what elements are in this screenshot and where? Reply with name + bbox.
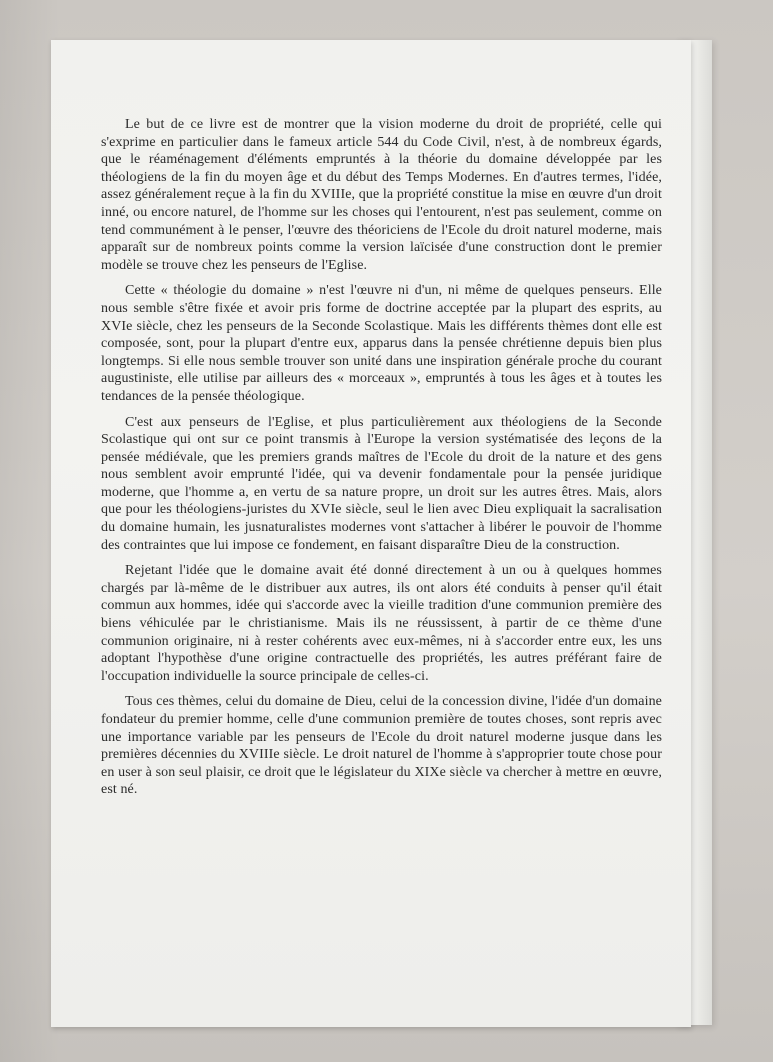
blurb-text	[101, 116, 662, 807]
paragraph-4: Rejetant l'idée que le domaine avait été donné directement à un ou à quelques hommes chargés par là-même de le distribuer aux autres, ils ont alors été conduits à penser qu'il était commun aux hommes, idée qui s'accorde avec la vieille tradition d'une communion première des biens véhiculée par le christianisme. Mais ils ne réussissent, à partir de ce thème d'une communion originaire, ni à rester cohérents avec eux-mêmes, ni à s'accorder entre eux, les uns adoptant l'hypothèse d'une origine contractuelle des propriétés, les autres préférant faire de l'occupation individuelle la source principale de celles-ci.	[101, 563, 662, 684]
paragraph-1: Le but de ce livre est de montrer que la vision moderne du droit de propriété, celle qui s'exprime en particulier dans le fameux article 544 du Code Civil, n'est, à de nombreux égards, que le réaménagement d'éléments empruntés à la théorie du domaine développée par les théologiens de la fin du moyen âge et du début des Temps Modernes. En d'autres termes, l'idée, assez généralement reçue à la fin du XVIIIe, que la propriété constitue la mise en œuvre d'un droit inné, ou encore naturel, de l'homme sur les choses qui l'entourent, n'est pas seulement, comme on tend communément à le penser, l'œuvre des théoriciens de l'Ecole du droit naturel moderne, mais apparaît sur de nombreux points comme la version laïcisée d'une construction dont le premier modèle se trouve chez les penseurs de l'Eglise.	[101, 117, 662, 273]
paragraph-3: C'est aux penseurs de l'Eglise, et plus particulièrement aux théologiens de la Seconde Scolastique qui ont sur ce point transmis à l'Europe la version systématisée des leçons de la pensée médiévale, que les premiers grands maîtres de l'Ecole du droit de la nature et des gens nous semblent avoir emprunté l'idée, qui va devenir fondamentale pour la pensée juridique moderne, que l'homme a, en vertu de sa nature propre, un droit sur les autres êtres. Mais, alors que pour les théologiens-juristes du XVIe siècle, seul le lien avec Dieu expliquait la sacralisation du domaine humain, les jusnaturalistes modernes vont s'attacher à libérer le pouvoir de l'homme des contraintes que lui impose ce fondement, en faisant disparaître Dieu de la construction.	[101, 414, 662, 553]
paragraph-2: Cette « théologie du domaine » n'est l'œuvre ni d'un, ni même de quelques penseurs. Elle nous semble s'être fixée et avoir pris forme de doctrine acceptée par la plupart des esprits, au XVIe siècle, chez les penseurs de la Seconde Scolastique. Mais les différents thèmes dont elle est composée, sont, pour la plupart d'entre eux, apparus dans la pensée chrétienne depuis bien plus longtemps. Si elle nous semble trouver son unité dans une inspiration générale proche du courant augustiniste, elle utilise par ailleurs des « morceaux », empruntés à tous les âges et à toutes les tendances de la pensée théologique.	[101, 283, 662, 404]
paragraph-5: Tous ces thèmes, celui du domaine de Dieu, celui de la concession divine, l'idée d'un domaine fondateur du premier homme, celle d'une communion première de toutes choses, sont repris avec une importance variable par les penseurs de l'Ecole du droit naturel moderne jusque dans les premières décennies du XVIIIe siècle. Le droit naturel de l'homme à s'approprier toute chose pour en user à son seul plaisir, ce droit que le législateur du XIXe siècle va chercher à mettre en œuvre, est né.	[101, 694, 662, 798]
